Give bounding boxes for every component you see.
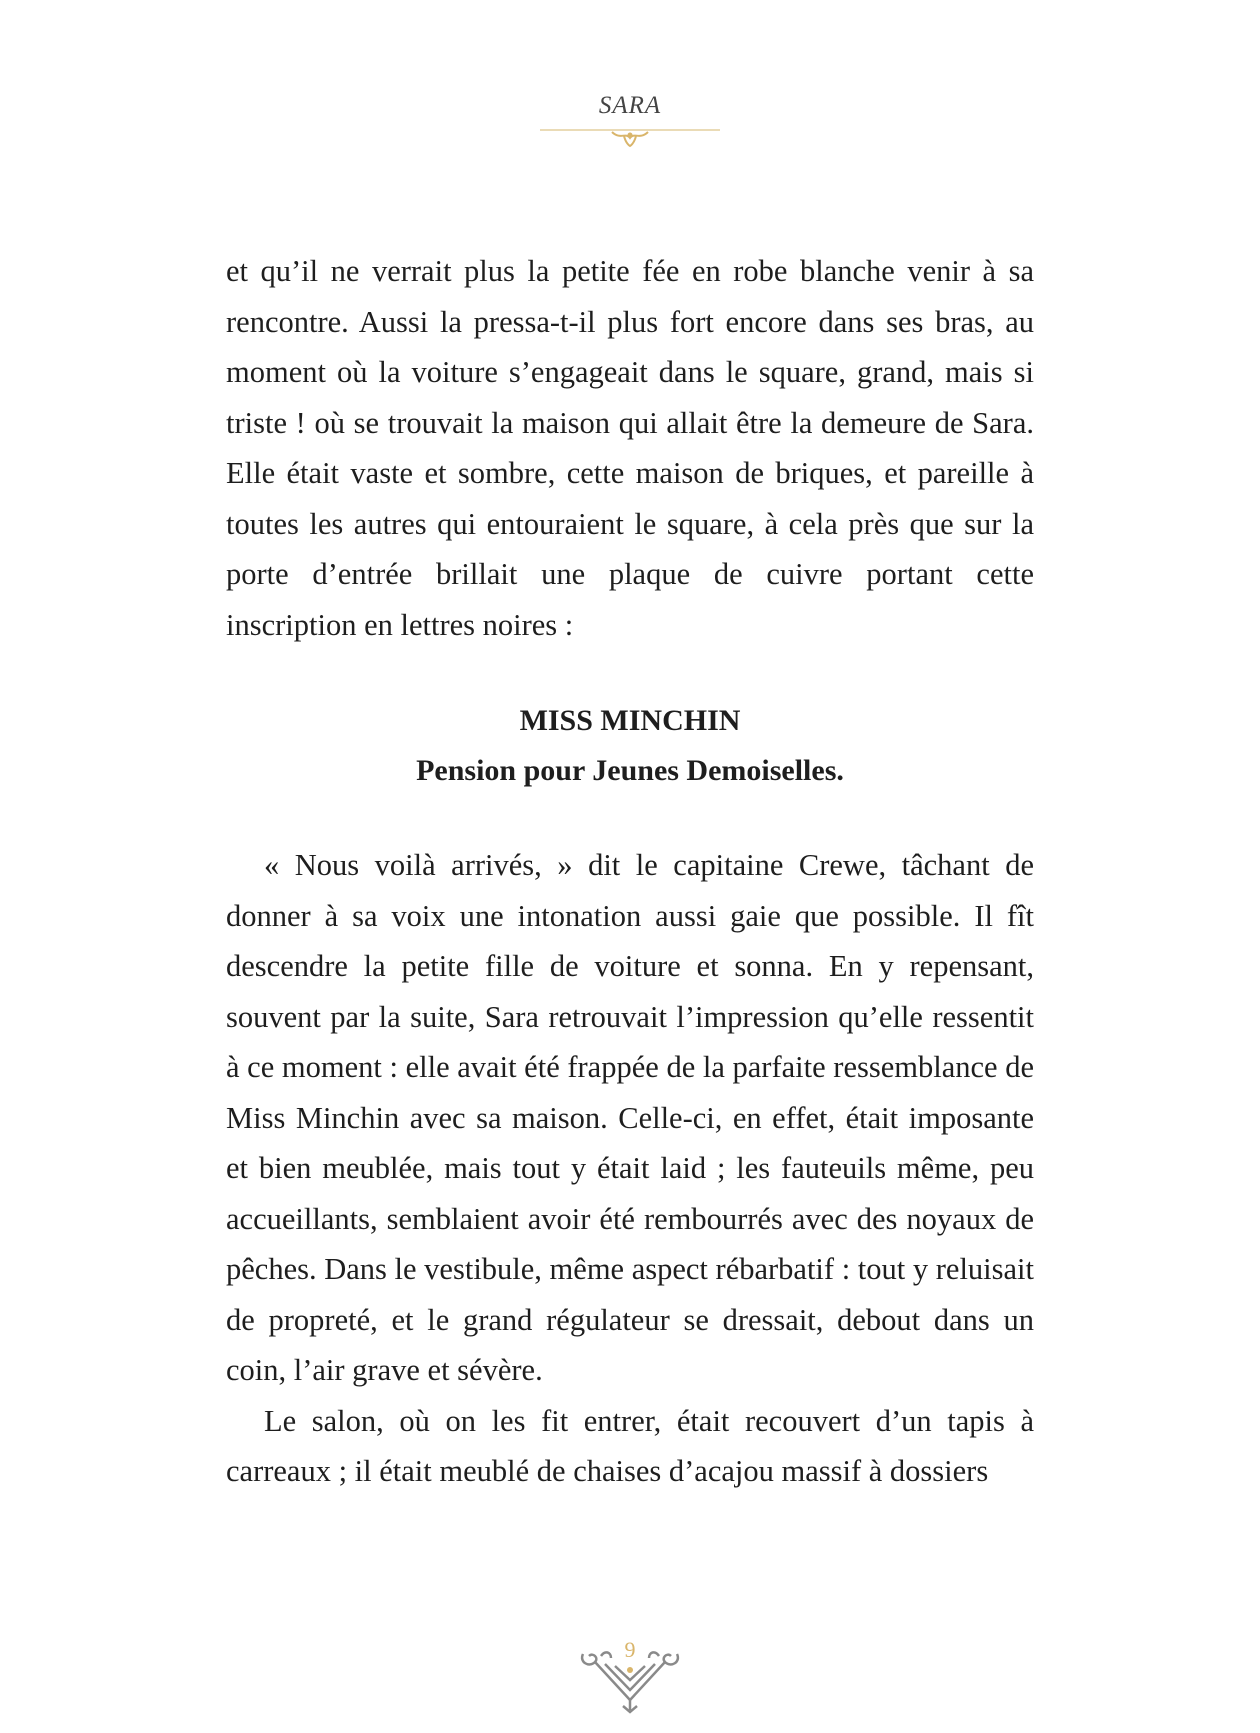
paragraph-1: et qu’il ne verrait plus la petite fée en robe blanche venir à sa rencontre. Aussi la pressa-t-il plus fort encore dans ses bras, au moment où la voiture s’engageait dans le square, grand, mais si triste ! où se trouvait la maison qui allait être la demeure de Sara. Elle était vaste et sombre, cette maison de briques, et pareille à toutes les autres qui entouraient le square, à cela près que sur la porte d’entrée brillait une plaque de cuivre portant cette inscription en lettres noires :: [226, 254, 1034, 642]
running-title: SARA: [598, 92, 662, 119]
gold-flourish-icon: [540, 124, 720, 154]
plaque-inscription: [226, 696, 1034, 796]
paragraph-2: « Nous voilà arrivés, » dit le capitaine Crewe, tâchant de donner à sa voix une intonation aussi gaie que possible. Il fît descendre la petite fille de voiture et sonna. En y repensant, souvent par la suite, Sara retrouvait l’impression qu’elle ressentit à ce moment : elle avait été frappée de la parfaite ressemblance de Miss Minchin avec sa maison. Celle-ci, en effet, était imposante et bien meublée, mais tout y était laid ; les fauteuils même, peu accueillants, semblaient avoir été rembourrés avec des noyaux de pêches. Dans le vestibule, même aspect rébarbatif : tout y reluisait de propreté, et le grand régulateur se dressait, debout dans un coin, l’air grave et sévère.: [226, 848, 1034, 1387]
page-number: 9: [624, 1637, 636, 1662]
plaque-line-2: Pension pour Jeunes Demoiselles.: [416, 754, 844, 787]
paragraph-3: Le salon, où on les fit entrer, était recouvert d’un tapis à carreaux ; il était meublé de chaises d’acajou massif à dossiers: [226, 1403, 1034, 1488]
grey-flourish-icon: [575, 1640, 685, 1715]
body-text: [226, 246, 1034, 1497]
plaque-line-1: MISS MINCHIN: [519, 704, 741, 737]
